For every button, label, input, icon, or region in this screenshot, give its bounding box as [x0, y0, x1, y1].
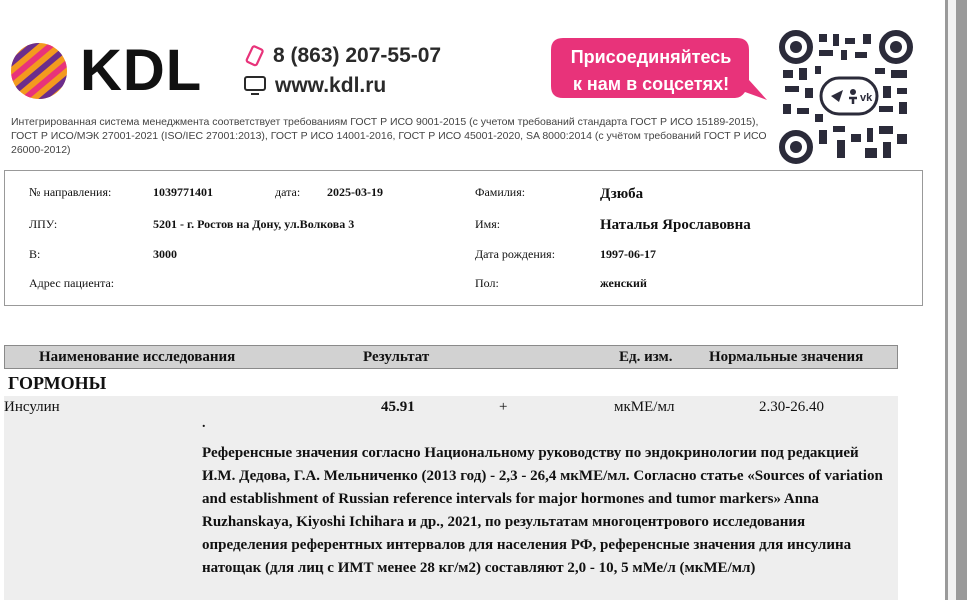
- test-comment: Референсные значения согласно Национальному руководству по эндокринологии под редакцией И.М. Дедова, Г.А. Мельниченко (2013 год) - 2,3 - 26,4 мкМЕ/мл. Согласно статье «Sources of variation and establishment of Russian reference intervals for major hormones and tumor markers» Anna Ruzhanskaya, Kiyoshi Ichihara и др., 2021, по результатам многоцентрового исследования определения референтных интервалов для населения РФ, референсные значения для инсулина натощак (для лиц с ИМТ менее 28 кг/м2) составляют 2,0 - 10, 5 мМе/л (мкМЕ/мл): [202, 445, 883, 576]
- col-test-name: Наименование исследования: [39, 349, 236, 365]
- date-value: 2025-03-19: [327, 185, 383, 199]
- phone-number: 8 (863) 207-55-07: [273, 44, 442, 67]
- section-title: ГОРМОНЫ: [8, 373, 107, 393]
- social-line-1: Присоединяйтесь: [570, 47, 732, 67]
- test-unit: мкМЕ/мл: [614, 399, 675, 415]
- qr-code[interactable]: [779, 30, 913, 164]
- website-link[interactable]: [243, 74, 386, 98]
- v-value: 3000: [153, 247, 177, 261]
- social-cta[interactable]: [553, 44, 749, 98]
- lpu-label: ЛПУ:: [29, 217, 58, 231]
- social-line-2: к нам в соцсетях!: [572, 74, 730, 94]
- table-row: [4, 396, 898, 600]
- test-norm: 2.30-26.40: [759, 399, 824, 415]
- sex-label: Пол:: [475, 276, 499, 290]
- comment-bullet: .: [202, 416, 206, 431]
- results-header: [4, 345, 898, 369]
- test-name: Инсулин: [4, 399, 60, 415]
- monitor-icon: [243, 75, 267, 97]
- sex-value: женский: [600, 276, 647, 290]
- dob-label: Дата рождения:: [475, 247, 556, 261]
- referral-label: № направления:: [29, 185, 112, 199]
- svg-text:vk: vk: [860, 92, 873, 104]
- address-label: Адрес пациента:: [29, 276, 115, 290]
- dob-value: 1997-06-17: [600, 247, 656, 261]
- date-label: дата:: [275, 185, 301, 199]
- patient-info-box: [4, 170, 923, 306]
- kdl-logo-mark: [10, 42, 68, 100]
- certification-text: Интегрированная система менеджмента соответствует требованиям ГОСТ Р ИСО 9001-2015 (с учетом требований стандарта ГОСТ Р ИСО 15189-2015), ГОСТ Р ИСО/МЭК 27001-2021 (ISO/IEC 27001:2013), ГОСТ Р ИСО 14001-2016, ГОСТ Р ИСО 45001-2020, SA 8000:2014 (с учётом требований ГОСТ Р ИСО 26000-2012): [11, 116, 767, 156]
- lpu-value: 5201 - г. Ростов на Дону, ул.Волкова 3: [153, 217, 355, 231]
- surname-value: Дзюба: [600, 186, 644, 202]
- name-value: Наталья Ярославовна: [600, 217, 751, 233]
- col-unit: Ед. изм.: [619, 349, 673, 365]
- website-url: www.kdl.ru: [275, 74, 387, 97]
- name-label: Имя:: [475, 217, 501, 231]
- scrollbar-thumb[interactable]: [948, 0, 956, 600]
- col-result: Результат: [363, 349, 430, 365]
- referral-value: 1039771401: [153, 185, 213, 199]
- phone-contact[interactable]: [243, 44, 441, 68]
- kdl-logo: [10, 38, 203, 103]
- abnormal-flag: +: [499, 399, 508, 415]
- col-norm: Нормальные значения: [709, 349, 864, 365]
- v-label: В:: [29, 247, 41, 261]
- test-result: 45.91: [381, 399, 415, 415]
- surname-label: Фамилия:: [475, 185, 526, 199]
- logo-text: KDL: [80, 38, 203, 103]
- phone-icon: [243, 45, 265, 67]
